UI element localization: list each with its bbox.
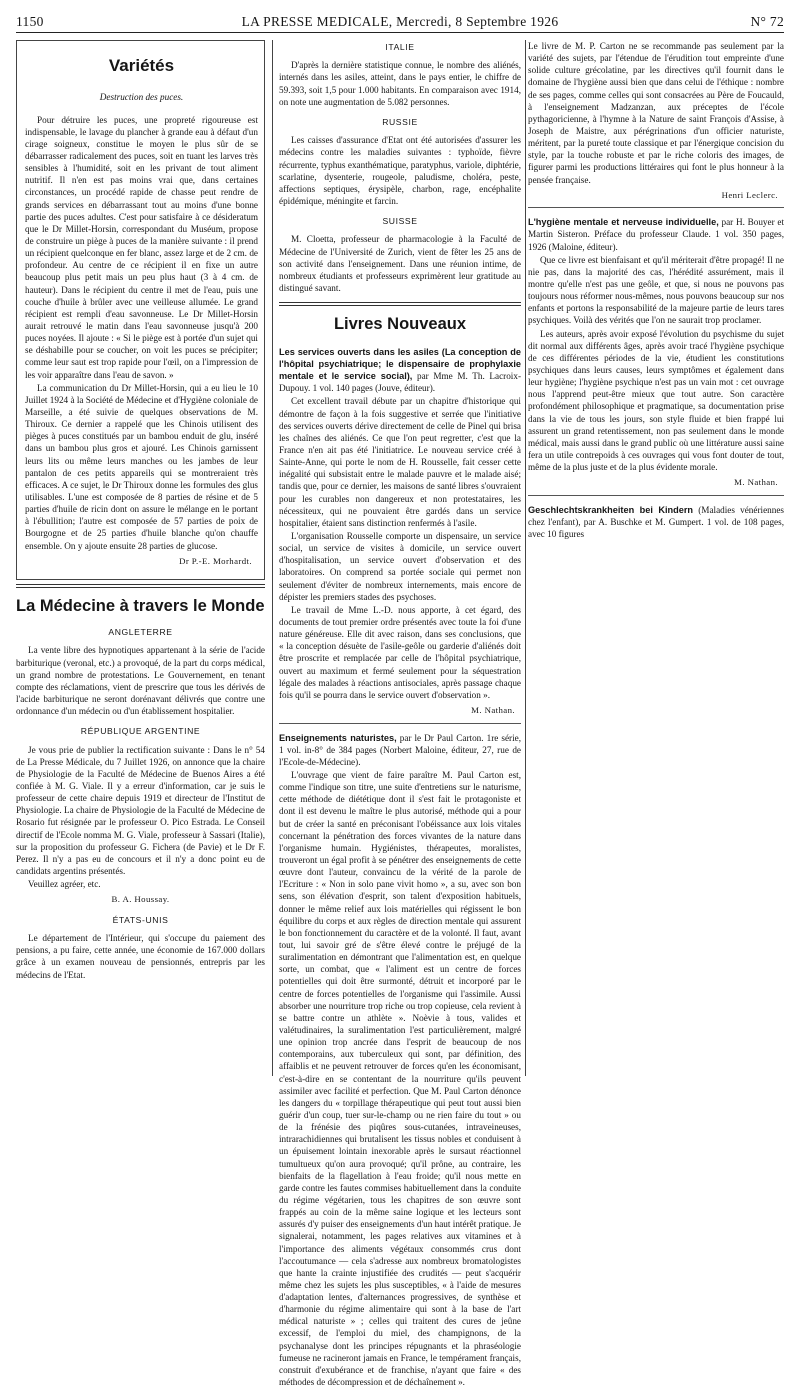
review-divider-2 — [528, 207, 784, 208]
column-rule-1 — [272, 40, 273, 1076]
russie-heading: RUSSIE — [382, 116, 418, 127]
book-4-entry — [528, 504, 784, 540]
book-4-reference: (Maladies vénériennes chez l'enfant), par A. Buschke et M. Gumpert. 1 vol. de 108 pages, avec 10 figures — [528, 504, 784, 540]
journal-title: LA PRESSE MEDICALE, Mercredi, 8 Septembre 1926 — [241, 14, 559, 29]
argentine-paragraph-1: Je vous prie de publier la rectification suivante : Dans le n° 54 de La Presse Médicale, du 7 Juillet 1926, on annonce que la chaire de Physiologie de la Faculté de Médecine de Buenos Aires a été confiée à M. G. Viale. Il y a erreur d'information, car je suis le professeur de cette chaire depuis 1919 et directeur de l'Institut de Physiologie. La chaire de Physiologie de la Faculté de Médecine de Rosario fut résignée par le professeur O. Pico Estrada. Le Conseil directif de l'Ecole nomma M. G. Viale, professeur à Sassari (Italie), sur la proposition du professeur G. Fichera (de Pavie) et le Dr F. Perez. Il n'y a pas eu de concours et il n'y a donc point eu de candidats argentins présentés. — [16, 744, 265, 876]
angleterre-paragraph: La vente libre des hypnotiques appartenant à la série de l'acide barbiturique (veronal, etc.) a provoqué, de la part du corps médical, un grand nombre de protestations. Le Gouvernement, en tenant compte des réclamations, vient de prescrire que tous les dérivés de l'acide barbiturique ne seront dorénavant délivrés que contre une ordonnance d'un médecin ou d'un établissement hospitalier. — [16, 645, 265, 717]
issue-number: N° 72 — [750, 14, 784, 29]
book-1-paragraph-2: L'organisation Rousselle comporte un dispensaire, un service social, un service de visites à domicile, un service ouvert d'hospitalisation, un service ouvert d'observation et des laboratoires. On comprend sa portée sociale qui permet non seulement d'éviter de nombreux internements, mais encore de dépister les premiers stades des psychoses. — [279, 531, 521, 602]
italie-paragraph: D'après la dernière statistique connue, le nombre des aliénés, internés dans les asiles, atteint, dans le pays entier, le chiffre de 59.393, soit 1,5 pour 1.000 habitants. En comparaison avec 1914, on note une augmentation de 5.082 personnes. — [279, 60, 521, 107]
livres-nouveaux-title: Livres Nouveaux — [333, 315, 467, 334]
book-1-paragraph-3: Le travail de Mme L.-D. nous apporte, à cet égard, des documents de tout premier ordre présentés avec toute la foi d'une nature généreuse. Elle dit avec raison, dans ses conclusions, que « la conception désuète de l'asile-geôle ou garderie d'aliénés doit être proscrite et remplacée par celle de l'hôpital psychiatrique, ouvert au maximum et fermé seulement pour la séquestration légale des malades à réactions antisociales, après passage chaque fois qu'il se pourra dans le service ouvert d'observation ». — [279, 604, 521, 700]
book-3-paragraph-2: Les auteurs, après avoir exposé l'évolution du psychisme du sujet dit normal aux différents âges, après avoir tracé l'hygiène psychique de ces différentes périodes de la vie, étudient les constitutions psychiques dans leurs causes, leurs symptômes et également dans leur hygiène; l'hygiène psychique n'est pas un vain mot : cet ouvrage nous l'apprend peut-être mieux que tout autre. Son caractère profondément philosophique et pragmatique, sa documentation prise dans la vie de tous les jours, son style fluide et bien frappé lui assurent un grand retentissement, non pas seulement dans le monde médical, mais aussi dans le grand public où une littérature aussi saine fera un utile contrepoids à ces ouvrages qui vous font douter de tout, même de la plus juste et de la plus évidente morale. — [528, 328, 784, 473]
section-divider-2 — [279, 302, 521, 306]
usa-paragraph: Le département de l'Intérieur, qui s'occupe du paiement des pensions, a pu faire, cette année, une économie de 167.000 dollars grâce à un examen nouveau de pensionnés, entrepris par les médecins de l'Etat. — [16, 933, 265, 980]
usa-heading: ÉTATS-UNIS — [112, 914, 169, 925]
column-1 — [16, 40, 265, 1078]
book-1-title: Les services ouverts dans les asiles (La conception de l'hôpital psychiatrique; le dispensaire de prophylaxie mentale et le service social), — [279, 346, 521, 382]
review-divider-3 — [528, 495, 784, 496]
running-header — [16, 10, 784, 33]
book-2-title: Enseignements naturistes, — [279, 732, 397, 743]
review-divider — [279, 723, 521, 724]
russie-paragraph: Les caisses d'assurance d'Etat ont été autorisées d'assurer les médecins contre les maladies suivantes : typhoïde, fièvre récurrente, typhus exanthématique, paratyphus, variole, diphtérie, scarlatine, dysenterie, rougeole, paludisme, choléra, peste, affections septiques, érysipèle, charbon, rage, encéphalite épidémique, méningite et farcin. — [279, 135, 521, 206]
varietes-title: Variétés — [108, 56, 175, 75]
book-2-signature: Henri Leclerc. — [721, 189, 778, 200]
book-1-reference: par Mme M. Th. Lacroix-Dupouy. 1 vol. 140 pages (Jouve, éditeur). — [279, 371, 522, 394]
argentine-paragraph-2: Veuillez agréer, etc. — [28, 879, 101, 890]
column-2 — [279, 40, 522, 1388]
book-4-title: Geschlechtskrankheiten bei Kindern — [528, 504, 694, 515]
varietes-subtitle: Destruction des puces. — [99, 92, 184, 103]
varietes-paragraph-1: Pour détruire les puces, une propreté rigoureuse est indispensable, le lavage du plancher à grande eau à défaut d'un cirage soigneux, constitue le moyen le plus sûr de se débarrasser radicalement des puces, soit en tuant les larves très sensibles à l'humidité, soit en les privant de tout aliment nutritif. Il n'en est pas moins vrai que, dans certaines circonstances, un procédé rapide de chasse peut rendre de grands services en débarrassant tout au moins d'une bonne partie des puces adultes. C'est pour satisfaire à ce désideratum que le Dr Millet-Horsin, correspondant du Muséum, propose de construire un piège à puces de la manière suivante : il prend un récipient quelconque en fer blanc, assez large et de 2 cm. de profondeur. Au centre de ce récipient il en fixe un autre beaucoup plus petit mais un peu plus haut (3 à 4 cm. de hauteur). Dans le récipient du centre il met de l'eau, puis une couche d'huile à brûler avec une veilleuse allumée. Le grand récipient est rempli d'eau savonneuse. Le Dr Millet-Horsin aurait retrouvé le matin dans l'eau savonneuse jusqu'à 200 puces noyées. Il ajoute : « Si le piège est à portée d'un sujet qui se déshabille pour se coucher, on voit les puces se précipiter; comme leur saut est trop rapide pour l'œil, on a l'impression de les voir apparaître dans l'eau de savon. » — [25, 114, 258, 380]
argentine-heading: RÉPUBLIQUE ARGENTINE — [80, 726, 201, 737]
book-3-signature: M. Nathan. — [734, 477, 778, 488]
book-2-entry — [279, 732, 521, 768]
book-1-paragraph-1: Cet excellent travail débute par un chapitre d'historique qui démontre de façon à la fois suggestive et serrée que l'initiative des services ouverts dérive directement de celle de Pinel qui brisa les chaînes des aliénés. Ce que l'on peut regretter, c'est que la France n'en ait pas été l'initiatrice. Le nouveau service créé à Sainte-Anne, qui porte le nom de H. Rousselle, fait cesser cette inégalité qui subsistait entre le malade pauvre et le malade aisé; tandis que, pour ce dernier, les maisons de santé libres s'ouvraient pour les curables non dangereux et non protestataires, les nécessiteux, qui ne pouvaient être gardés dans un service hospitalier, étaient sans distinction renfermés à l'asile. — [279, 396, 521, 528]
column-rule-2 — [525, 40, 526, 1076]
book-2-reference: par le Dr Paul Carton. 1re série, 1 vol. in-8° de 384 pages (Norbert Maloine, éditeur, 27, rue de l'Ecole-de-Médecine). — [279, 732, 522, 767]
book-3-reference: par H. Bouyer et Martin Sisteron. Préface du professeur Claude. 1 vol. 350 pages, 1926 (Maloine, éditeur). — [528, 217, 785, 252]
page-number: 1150 — [16, 14, 44, 29]
varietes-signature: Dr P.-E. Morhardt. — [179, 555, 252, 566]
book-2-paragraph-2: Le livre de M. P. Carton ne se recommande pas seulement par la variété des sujets, par l'étendue de l'érudition tout empreinte d'une solide culture grécolatine, par les directives qu'il fournit dans le domaine de l'hygiène aussi bien que dans celui de l'éthique : nombre de ses pages, comme celles qui sont consacrées au Père de Foucauld, à l'enseignement Madzanzan, aux préceptes de l'école pythagoricienne, à l'hymne à la Nature de saint François d'Assise, à Joseph de Maistre, aux pérégrinations d'un officier naturiste, méritent, par la pureté toute classique et par l'énergique concision du style, par la touche robuste et par le riche coloris des images, de figurer parmi les productions littéraires qui font le plus honneur à la pensée française. — [528, 41, 784, 185]
varietes-paragraph-2: La communication du Dr Millet-Horsin, qui a eu lieu le 10 Juillet 1924 à la Société de Médecine et d'Hygiène coloniale de Marseille, a été suivie de quelques observations de M. Thiroux. Ce dernier a rappelé que les Chinois utilisent des pièges à puces constitués par un bambou enduit de glu, inséré dans un bambou plus gros et ajouré. Les Chinois garnissent leurs lits ou même leurs manches ou les jambes de leur pantalon de ces petits appareils qui se montreraient très efficaces. A ce sujet, le Dr Thiroux donne les formules des glus utilisables. L'une est composée de 8 parties de résine et de 5 parties d'huile de ricin dont on assure le mélange en le portant à l'ébullition; l'autre est composée de 57 parties de poix de Bourgogne et de 25 parties d'huile blanche qu'on chauffe ensemble. On y ajoute ensuite 28 parties de glucose. — [25, 382, 258, 551]
suisse-heading: SUISSE — [382, 216, 418, 227]
angleterre-heading: ANGLETERRE — [108, 627, 173, 638]
section-divider — [16, 584, 265, 588]
italie-heading: ITALIE — [385, 42, 415, 52]
book-1-signature: M. Nathan. — [471, 704, 515, 715]
book-3-title: L'hygiène mentale et nerveuse individuelle, — [528, 217, 719, 228]
varietes-box — [16, 40, 265, 580]
book-3-entry — [528, 216, 784, 252]
column-3 — [528, 40, 784, 1078]
book-3-paragraph-1: Que ce livre est bienfaisant et qu'il mériterait d'être propagé! Il ne nie pas, dans la majorité des cas, l'hérédité assurément, mais il montre qu'elle n'est pas une geôle, et que, si nous ne pouvons pas toujours nous réformer nous-mêmes, nous pouvons beaucoup sur nos enfants et portons la responsabilité de la majeure partie de leurs tares psychiques. Voilà des vérités que l'on ne saurait trop proclamer. — [528, 254, 784, 326]
book-1-entry — [279, 346, 521, 395]
argentine-signature: B. A. Houssay. — [111, 894, 170, 905]
book-2-paragraph-1: L'ouvrage que vient de faire paraître M. Paul Carton est, comme l'indique son titre, une suite d'entretiens sur le naturisme, cette méthode de diététique dont il s'est fait le protagoniste et dont il est devenu le maître le plus autorisé, méthode qui a pour but de créer la santé en préconisant l'obéissance aux lois vitales concernant la pénétration des forces vivantes de la nature dans l'organisme humain. Hygiénistes, thérapeutes, moralistes, trouveront un égal profit à se pénétrer des enseignements de cette œuvre dont l'auteur, convaincu de la vérité de la parole de l'Ecriture : « Non in solo pane vivit homo », a su, avec son bon sens, son élévation d'esprit, son talent d'exposition habituels, donner le même relief aux lois matérielles qui régissent le bon équilibre du corps et aux règles de direction mentale qui assurent le bon fonctionnement du caractère et de la volonté. Il faut, avant tout, lui savoir gré de s'être élevé contre le préjugé de la suralimentation en démontrant que l'alimentation est, en quelque sorte, un combat, que « l'aliment est un centre de forces potentielles qui doit être surmonté, détruit et incorporé par le centre de forces potentielles de l'organisme qui l'assimile. Aussi absorber une nourriture trop riche ou trop copieuse, cela revient à se battre contre un athlète ». Noèvie à tous, valides et valétudinaires, la suralimentation l'est particulièrement, malgré une opinion trop ancrée dans l'esprit de beaucoup de nos contemporains, aux tuberculeux qui sont, par définition, des affaiblis et ne peuvent retrouver de forces qu'en les économisant, c'est-à-dire en se contentant de la nourriture qu'ils peuvent assimiler avec facilité et perfection. Que M. Paul Carton dénonce les dangers du « torpillage thérapeutique qui peut tout aussi bien guérir d'un coup, tuer sur-le-champ ou ne rien faire du tout » ou de la frénésie des piqûres sous-cutanées, intraveineuses, intrarachidiennes qui brutalisent les tissus nobles et conduisent à un épuisement lointain inexorable après le sursaut réactionnel tumultueux qu'on aura provoqué; qu'il prône, au contraire, les bienfaits de la flagellation à l'eau froide; qu'il nous mette en garde contre les fautes commises habituellement dans la conduite du régime végétarien, tous les chapitres de son œuvre sont frappés au coin de la même saine logique et les lecteurs sont assurés d'y puiser des enseignements d'un haut intérêt pratique. Je signalerai, notamment, les pages relatives aux vitamines et à l'importance des aliments végétaux consommés crus dont l'accoutumance — cela s'adresse aux nombreux bromatologistes que hante la crainte injustifiée des crudités — peut s'acquérir même chez les sujets les plus susceptibles, « à l'aide de mesures d'adaptation lentes, d'alternances progressives, de synthèse et d'harmonie du régime alimentaire qui sont à la base de l'art médical naturiste » ; celles qui traitent des cures de jeûne excessif, de l'emploi du miel, des champignons, de la psychanalyse dont les principes répugnants et la phraséologie fumeuse ne racineront jamais en France, le tempérament français, construit d'exubérance et de franchise, n'ayant que faire « des méthodes de décompression et de déchaînement ». — [279, 770, 521, 1388]
medecine-monde-title: La Médecine à travers le Monde — [16, 597, 265, 616]
suisse-paragraph: M. Cloetta, professeur de pharmacologie à la Faculté de Médecine de l'Université de Zurich, vient de fêter les 25 ans de son activité dans l'enseignement. Dans une réunion intime, de nombreux étudiants et professeurs exprimèrent leur gratitude au distingué savant. — [279, 234, 521, 293]
